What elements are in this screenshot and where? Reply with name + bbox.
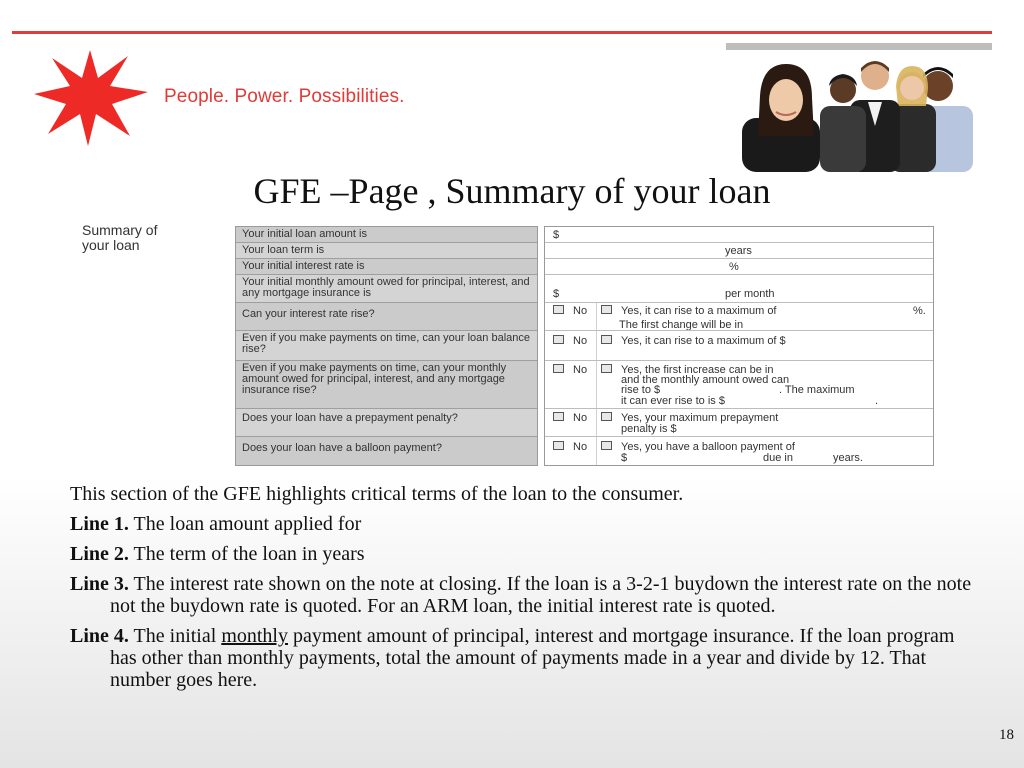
form-section-label-line1: Summary of — [82, 222, 158, 238]
balloon-line2c: years. — [833, 452, 863, 464]
prepayment-line1: Yes, your maximum prepayment — [621, 412, 779, 424]
line3-text: The interest rate shown on the note at closing. If the loan is a 3-2-1 buydown the interest rate on the note not the buydown rate is quoted. For an ARM loan, the initial interest rate is quoted. — [110, 573, 972, 617]
rate-rise-pct-label: %. — [913, 305, 926, 317]
line1-paragraph — [70, 513, 980, 535]
answer-row-rate-rise — [545, 303, 933, 331]
monthly-rise-line1: Yes, the first increase can be in — [621, 364, 774, 376]
slide-title: GFE –Page , Summary of your loan — [253, 171, 771, 211]
question-monthly-amount: Your initial monthly amount owed for principal, interest, and any mortgage insurance is — [236, 275, 537, 303]
intro-paragraph: This section of the GFE highlights critical terms of the loan to the consumer. — [70, 483, 684, 505]
line2-text: The term of the loan in years — [128, 543, 365, 565]
question-loan-term: Your loan term is — [236, 243, 537, 259]
line4-underlined: monthly — [221, 625, 288, 647]
form-section-label-line2: your loan — [82, 237, 140, 253]
balloon-yes-checkbox[interactable] — [601, 441, 612, 450]
monthly-rise-line3a: rise to $ — [621, 384, 661, 396]
monthly-rise-line4b: . — [875, 395, 879, 407]
form-questions-panel — [235, 226, 538, 466]
header-rule-gray — [726, 43, 992, 50]
line4-post: payment amount of principal, interest and mortgage insurance. If the loan program has other than monthly payments, total the amount of payments made in a year and divide by 12. That number goes here. — [110, 625, 955, 691]
balloon-no-checkbox[interactable] — [553, 441, 564, 450]
question-rate-rise: Can your interest rate rise? — [236, 303, 537, 331]
header-rule-red — [12, 31, 992, 34]
line3-paragraph — [70, 573, 980, 617]
balance-rise-yes-label: Yes, it can rise to a maximum of $ — [621, 335, 786, 347]
answer-row-monthly-rise — [545, 361, 933, 409]
rate-rise-yes-label: Yes, it can rise to a maximum of — [621, 305, 777, 317]
balance-rise-yes-checkbox[interactable] — [601, 335, 612, 344]
rate-rise-yes-checkbox[interactable] — [601, 305, 612, 314]
line1-label: Line 1. — [70, 513, 129, 535]
per-month-label: per month — [725, 288, 775, 300]
balloon-no-label: No — [573, 441, 588, 453]
monthly-rise-line3b: . The maximum — [779, 384, 855, 396]
form-section-label — [82, 223, 202, 253]
brand-tagline: People. Power. Possibilities. — [164, 86, 405, 107]
starburst-logo-icon — [30, 48, 150, 148]
balloon-line1: Yes, you have a balloon payment of — [621, 441, 795, 453]
monthly-rise-line4a: it can ever rise to is $ — [621, 395, 725, 407]
answer-row-balance-rise — [545, 331, 933, 361]
prepayment-no-label: No — [573, 412, 588, 424]
line4-paragraph — [70, 625, 980, 691]
monthly-dollar: $ — [553, 288, 560, 300]
question-interest-rate: Your initial interest rate is — [236, 259, 537, 275]
page-number: 18 — [999, 727, 1014, 743]
line2-label: Line 2. — [70, 543, 129, 565]
question-balloon-payment: Does your loan have a balloon payment? — [236, 437, 537, 465]
explanation-text — [70, 483, 980, 699]
rate-rise-first-change: The first change will be in — [619, 319, 744, 331]
balloon-line2b: due in — [763, 452, 793, 464]
team-photo-image — [740, 56, 976, 172]
term-years-label: years — [725, 245, 752, 257]
monthly-rise-yes-checkbox[interactable] — [601, 364, 612, 373]
balance-rise-no-label: No — [573, 335, 588, 347]
answer-row-balloon — [545, 437, 933, 465]
rate-percent-label: % — [729, 261, 739, 273]
balloon-line2a: $ — [621, 452, 628, 464]
answer-row-rate — [545, 259, 933, 275]
line4-label: Line 4. — [70, 625, 129, 647]
prepayment-line2: penalty is $ — [621, 423, 677, 435]
prepayment-no-checkbox[interactable] — [553, 412, 564, 421]
answer-row-loan-amount — [545, 227, 933, 243]
question-loan-amount: Your initial loan amount is — [236, 227, 537, 243]
answer-row-term — [545, 243, 933, 259]
line3-label: Line 3. — [70, 573, 129, 595]
question-balance-rise: Even if you make payments on time, can your loan balance rise? — [236, 331, 537, 361]
answer-row-monthly — [545, 275, 933, 303]
form-answers-panel — [544, 226, 934, 466]
line2-paragraph — [70, 543, 980, 565]
balance-rise-no-checkbox[interactable] — [553, 335, 564, 344]
monthly-rise-line2: and the monthly amount owed can — [621, 374, 790, 386]
question-prepayment-penalty: Does your loan have a prepayment penalty? — [236, 409, 537, 437]
rate-rise-no-label: No — [573, 305, 588, 317]
line4-pre: The initial — [128, 625, 222, 647]
monthly-rise-no-label: No — [573, 364, 588, 376]
answer-row-prepayment — [545, 409, 933, 437]
prepayment-yes-checkbox[interactable] — [601, 412, 612, 421]
loan-amount-dollar: $ — [553, 229, 560, 241]
monthly-rise-no-checkbox[interactable] — [553, 364, 564, 373]
line1-text: The loan amount applied for — [128, 513, 362, 535]
rate-rise-no-checkbox[interactable] — [553, 305, 564, 314]
question-monthly-rise: Even if you make payments on time, can your monthly amount owed for principal, interest, and any mortgage insurance rise? — [236, 361, 537, 409]
